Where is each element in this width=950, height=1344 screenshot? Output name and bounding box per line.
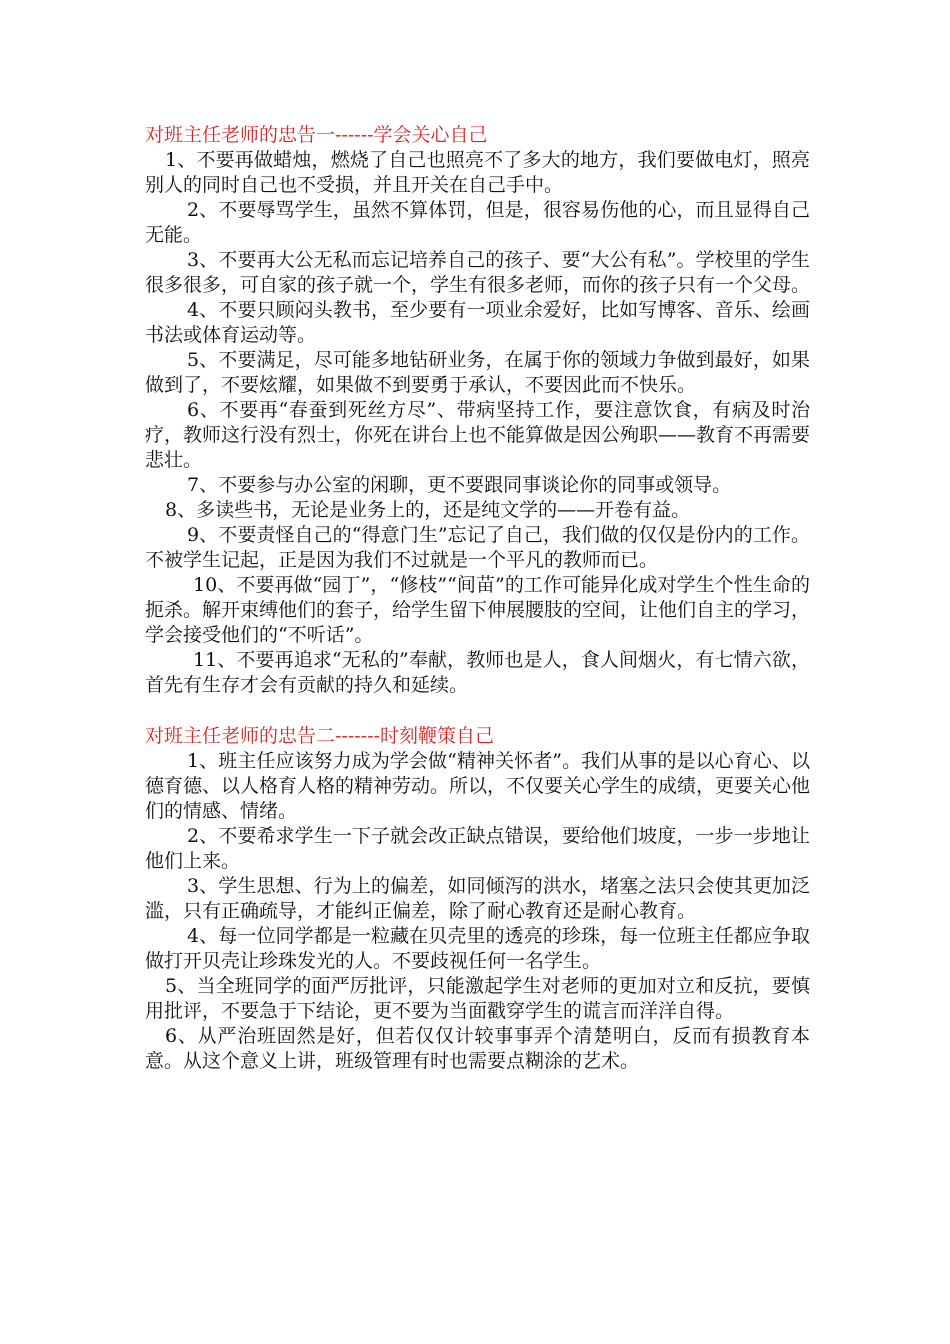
- section-1-item-9: 9、不要责怪自己的“得意门生”忘记了自己，我们做的仅仅是份内的工作。不被学生记起，正是因为我们不过就是一个平凡的教师而已。: [145, 524, 810, 571]
- section-1-item-10: 10、不要再做“园丁”，“修枝”“间苗”的工作可能异化成对学生个性生命的扼杀。解开束缚他们的套子，给学生留下伸展腰肢的空间，让他们自主的学习，学会接受他们的“不听话”。: [145, 574, 811, 646]
- document-page: [145, 122, 810, 1074]
- section-1-title: 对班主任老师的忠告一------学会关心自己: [145, 124, 488, 146]
- section-1-item-3: 3、不要再大公无私而忘记培养自己的孩子、要“大公有私”。学校里的学生很多很多，可自家的孩子就一个，学生有很多老师，而你的孩子只有一个父母。: [145, 249, 811, 296]
- section-1-item-5: 5、不要满足，尽可能多地钻研业务，在属于你的领域力争做到最好，如果做到了，不要炫耀，如果做不到要勇于承认，不要因此而不快乐。: [145, 349, 810, 396]
- section-1-item-7: 7、不要参与办公室的闲聊，更不要跟同事谈论你的同事或领导。: [187, 474, 732, 496]
- section-1-item-11: 11、不要再追求“无私的”奉献，教师也是人，食人间烟火，有七情六欲，首先有生存才会有贡献的持久和延续。: [145, 649, 810, 696]
- section-2-item-1: 1、班主任应该努力成为学会做“精神关怀者”。我们从事的是以心育心、以德育德、以人格育人格的精神劳动。所以，不仅要关心学生的成绩，更要关心他们的情感、情绪。: [145, 750, 811, 822]
- section-2-item-4: 4、每一位同学都是一粒藏在贝壳里的透亮的珍珠，每一位班主任都应争取做打开贝壳让珍珠发光的人。不要歧视任何一名学生。: [145, 925, 810, 972]
- section-1-item-6: 6、不要再“春蚕到死丝方尽”、带病坚持工作，要注意饮食，有病及时治疗，教师这行没有烈士，你死在讲台上也不能算做是因公殉职——教育不再需要悲壮。: [145, 399, 811, 471]
- section-2-item-6: 6、从严治班固然是好，但若仅仅计较事事弄个清楚明白，反而有损教育本意。从这个意义上讲，班级管理有时也需要点糊涂的艺术。: [145, 1025, 810, 1072]
- section-1-item-4: 4、不要只顾闷头教书，至少要有一项业余爱好，比如写博客、音乐、绘画书法或体育运动等。: [145, 299, 810, 346]
- section-2-title: 对班主任老师的忠告二-------时刻鞭策自己: [145, 725, 494, 747]
- section-1-item-8: 8、多读些书，无论是业务上的，还是纯文学的——开卷有益。: [165, 499, 691, 521]
- section-1-item-2: 2、不要辱骂学生，虽然不算体罚，但是，很容易伤他的心，而且显得自己无能。: [145, 199, 810, 246]
- section-spacer: [145, 698, 810, 723]
- section-2-item-2: 2、不要希求学生一下子就会改正缺点错误，要给他们坡度，一步一步地让他们上来。: [145, 825, 810, 872]
- section-2-item-5: 5、当全班同学的面严厉批评，只能激起学生对老师的更加对立和反抗，要慎用批评，不要急于下结论，更不要为当面戳穿学生的谎言而洋洋自得。: [145, 975, 810, 1022]
- section-2-item-3: 3、学生思想、行为上的偏差，如同倾泻的洪水，堵塞之法只会使其更加泛滥，只有正确疏导，才能纠正偏差，除了耐心教育还是耐心教育。: [145, 875, 810, 922]
- section-1-item-1: 1、不要再做蜡烛，燃烧了自己也照亮不了多大的地方，我们要做电灯，照亮别人的同时自己也不受损，并且开关在自己手中。: [145, 149, 810, 196]
